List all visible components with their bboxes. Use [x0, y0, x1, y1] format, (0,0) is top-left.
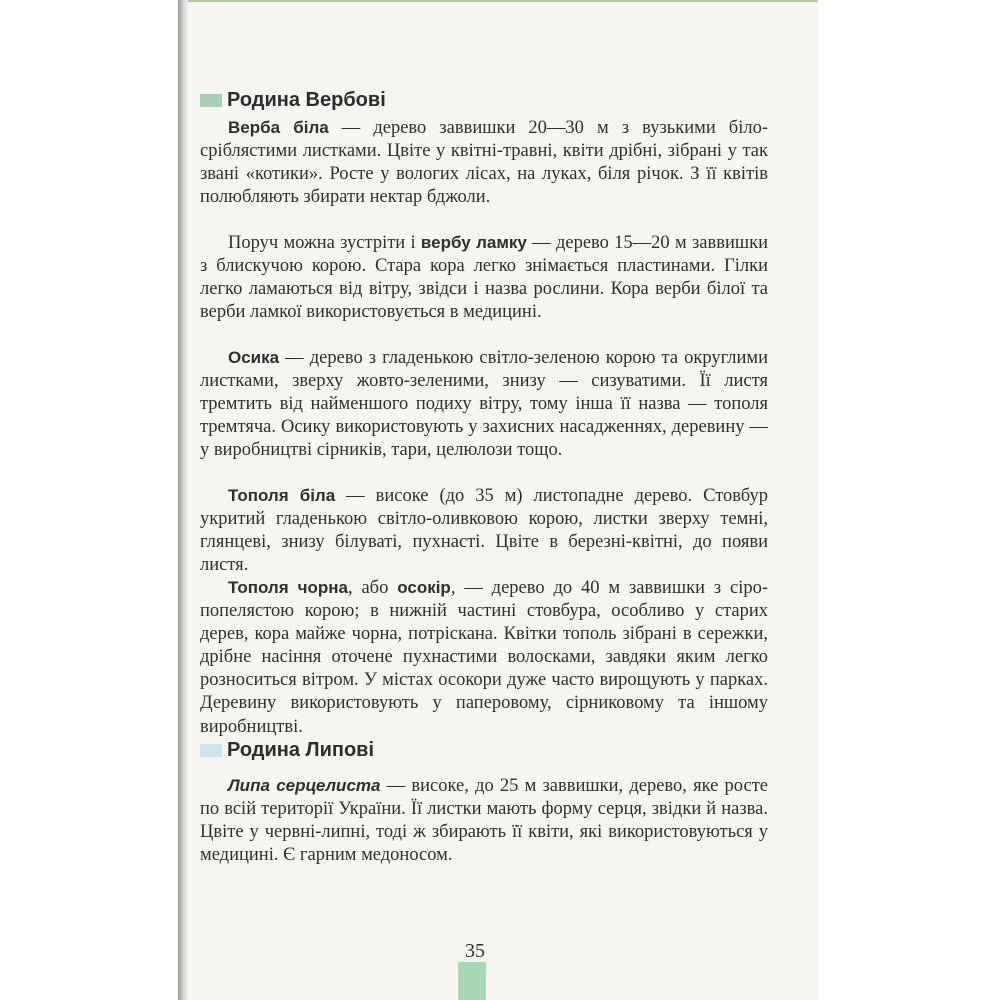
term: Липа серцелиста: [228, 776, 381, 795]
paragraph-text: , — дерево до 40 м заввишки з сіро-попелястою корою; в нижній частині стовбура, особливо у старих дерев, кора майже чорна, потріскана. Квітки тополь зібрані в сережки, дрібне насіння оточене пухнастими волосками, завдяки яким легко розноситься вітром. У містах осокори дуже часто вирощують у парках. Деревину використовують у паперовому, сірниковому та іншому виробництві.: [200, 578, 769, 737]
paragraph-black-poplar: [200, 576, 768, 739]
section-heading-willow-family: [200, 89, 386, 112]
paragraph-mid: , або: [347, 578, 398, 598]
paragraph-text: — дерево 15—20 м заввишки з блискучою корою. Стара кора легко знімається пластинами. Гілки легко ламаються від вітру, звідси і назва рослини. Кора верби білої та верби ламкої використовується в медицині.: [200, 233, 768, 323]
page-number: 35: [465, 940, 485, 962]
book-spine-shadow: [178, 0, 188, 1000]
term: вербу ламку: [420, 233, 527, 252]
paragraph-text: — високе, до 25 м заввишки, дерево, яке росте по всій території України. Її листки мають форму серця, звідки й назва. Цвіте у червні-липні, тоді ж збирають її квіти, які використовуються у медицині. Є гарним медоносом.: [200, 776, 769, 866]
page-top-edge: [188, 0, 818, 2]
paragraph-text: — дерево з гладенькою світло-зеленою корою та округлими листками, зверху жовто-зеленими, знизу — сизуватими. Її листя тремтить від найменшого подиху вітру, тому інша її назва — тополя тремтяча. Осику використовують у захисних насадженнях, деревину — у виробництві сірників, тари, целюлози тощо.: [200, 348, 768, 461]
heading-marker: [200, 744, 222, 757]
term: Осика: [228, 348, 280, 367]
paragraph-text: — високе (до 35 м) листопадне дерево. Стовбур укритий гладенькою світло-оливковою корою, листки зверху темні, глянцеві, знизу білуваті, пухнасті. Цвіте в березні-квітні, до появи листя.: [200, 486, 768, 576]
term: Тополя чорна: [228, 578, 348, 597]
page-tab-marker: [458, 962, 486, 1000]
paragraph-text: — дерево заввишки 20—30 м з вузькими біло-сріблястими листками. Цвіте у квітні-травні, квіти дрібні, зібрані у так звані «котики». Росте у вологих лісах, на луках, біля річок. З її квітів полюбляють збирати нектар бджоли.: [200, 118, 768, 208]
paragraph-crack-willow: [200, 231, 768, 324]
term: Тополя біла: [228, 486, 336, 505]
heading-marker: [200, 94, 222, 107]
paragraph-white-poplar: [200, 484, 768, 577]
heading-text: Родина Вербові: [227, 89, 386, 111]
paragraph-white-willow: [200, 116, 768, 209]
term: Верба біла: [228, 118, 329, 137]
term-alt: осокір: [397, 578, 451, 597]
paragraph-aspen: [200, 346, 768, 462]
paragraph-lead: Поруч можна зустріти і: [228, 233, 421, 253]
heading-text: Родина Липові: [227, 739, 375, 761]
section-heading-linden-family: [200, 739, 374, 762]
paragraph-small-leaved-linden: [200, 774, 768, 867]
